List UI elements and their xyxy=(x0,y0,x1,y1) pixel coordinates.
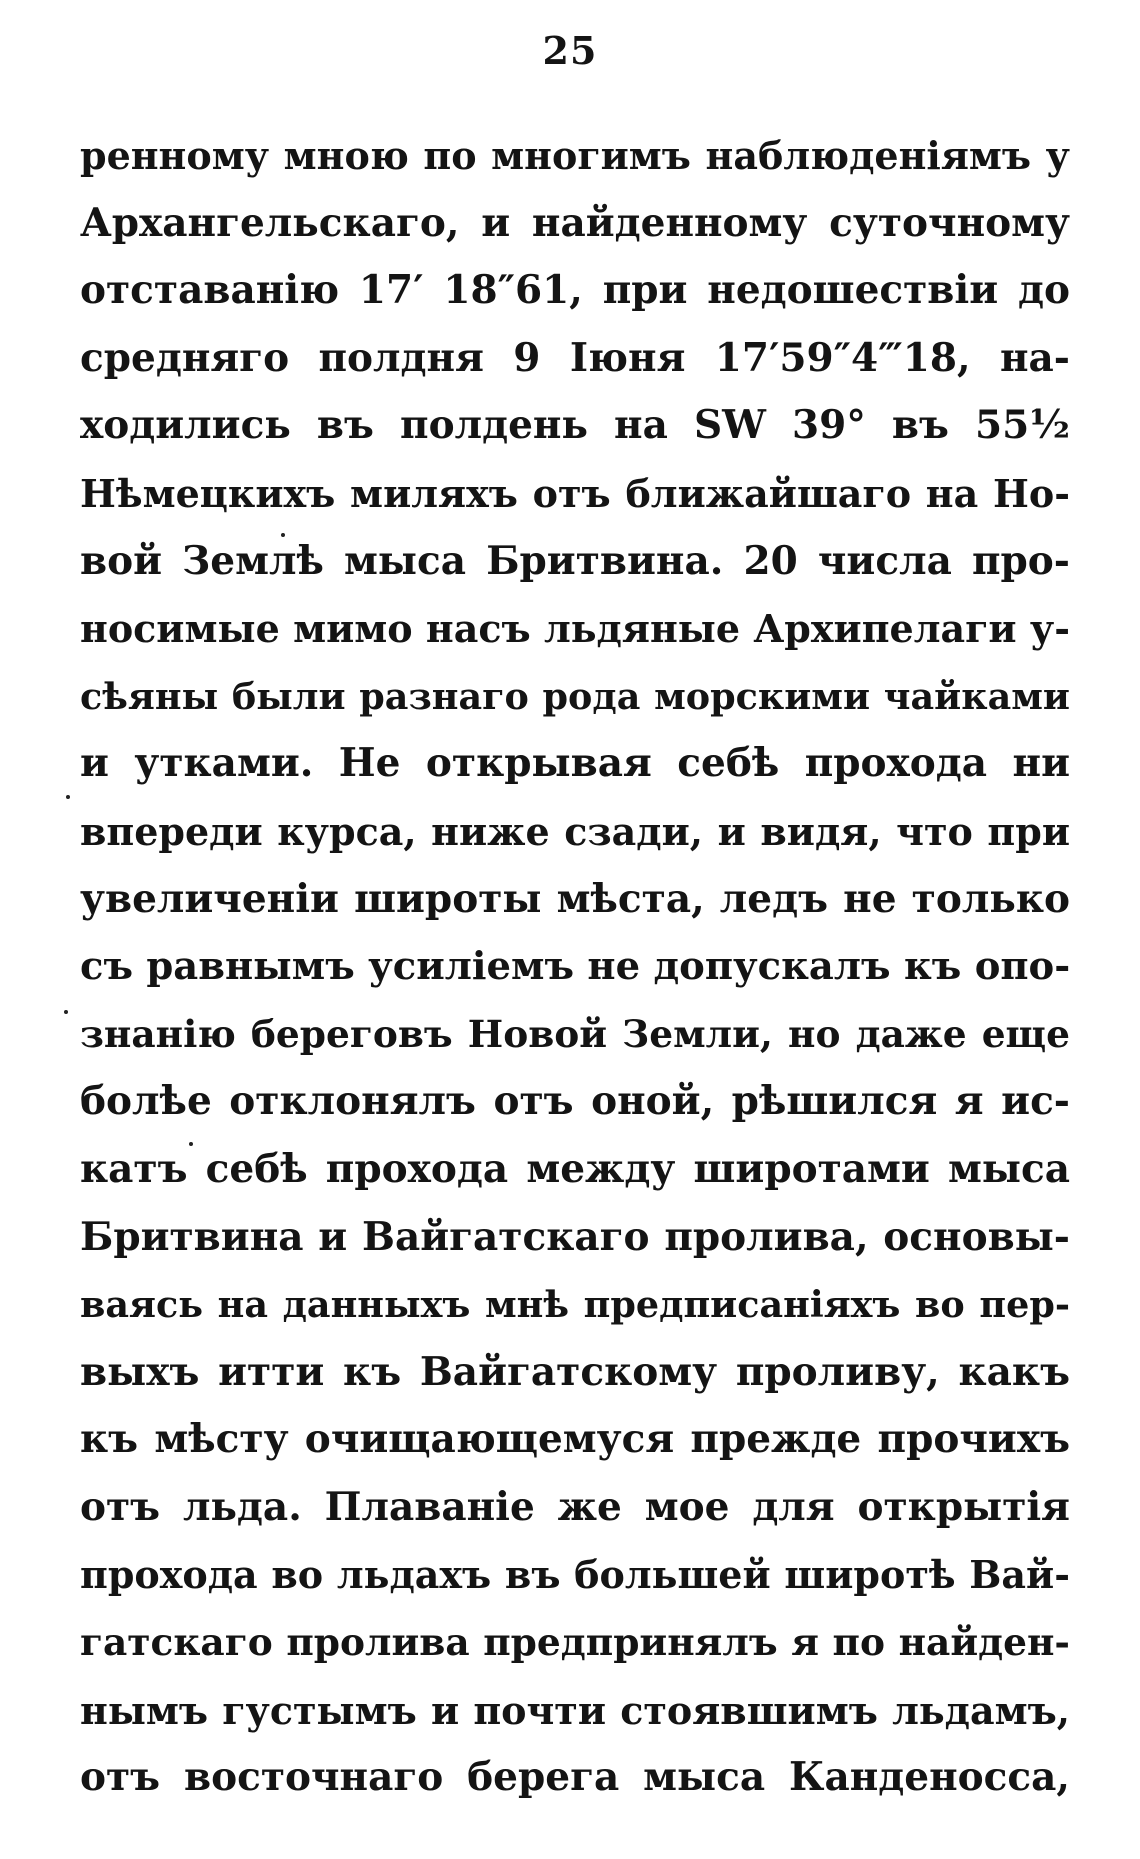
text-line: прохода во льдахъ въ большей широтѣ Вай- xyxy=(80,1552,1070,1598)
text-line: средняго полдня 9 Iюня 17′59″4‴18, на- xyxy=(80,334,1070,381)
body-text xyxy=(80,122,1070,1812)
text-line: сѣяны были разнаго рода морскими чайками xyxy=(80,674,1070,718)
text-line: отъ восточнаго берега мыса Канденосса, xyxy=(80,1754,1070,1801)
ink-speck xyxy=(189,1142,193,1146)
text-line: отъ льда. Плаванiе же мое для открытiя xyxy=(80,1483,1070,1530)
text-line: нымъ густымъ и почти стоявшимъ льдамъ, xyxy=(80,1687,1070,1733)
text-line: ваясь на данныхъ мнѣ предписанiяхъ во пер- xyxy=(80,1283,1070,1327)
text-line: знанiю береговъ Новой Земли, но даже еще xyxy=(80,1011,1070,1056)
text-line: Нѣмецкихъ миляхъ отъ ближайшаго на Но- xyxy=(80,470,1070,516)
text-line: ходились въ полдень на SW 39° въ 55½ xyxy=(80,402,1070,449)
text-line: гатскаго пролива предпринялъ я по найден- xyxy=(80,1620,1070,1665)
ink-speck xyxy=(66,795,70,799)
text-line: носимые мимо насъ льдяные Архипелаги у- xyxy=(80,606,1070,652)
ink-speck xyxy=(64,1010,68,1014)
text-line: выхъ итти къ Вайгатскому проливу, какъ xyxy=(80,1348,1070,1395)
text-line: съ равнымъ усилiемъ не допускалъ къ опо- xyxy=(80,944,1071,990)
text-line: Архангельскаго, и найденному суточному xyxy=(80,199,1070,246)
text-line: впереди курса, ниже сзади, и видя, что при xyxy=(80,808,1070,854)
text-line: вой Землѣ мыса Бритвина. 20 числа про- xyxy=(80,537,1070,584)
text-line: увеличенiи широты мѣста, ледъ не только xyxy=(80,875,1070,922)
text-line: отставанiю 17′ 18″61, при недошествiи до xyxy=(80,267,1070,314)
text-line: катъ себѣ прохода между широтами мыса xyxy=(80,1145,1070,1192)
text-line: болѣе отклонялъ отъ оной, рѣшился я ис- xyxy=(80,1078,1070,1125)
ink-speck xyxy=(281,533,285,537)
text-line: ренному мною по многимъ наблюденiямъ у xyxy=(80,133,1070,178)
text-line: и утками. Не открывая себѣ прохода ни xyxy=(80,740,1070,787)
text-line: къ мѣсту очищающемуся прежде прочихъ xyxy=(80,1416,1070,1463)
page-number: 25 xyxy=(542,28,598,73)
text-line: Бритвина и Вайгатскаго пролива, основы- xyxy=(80,1213,1070,1260)
